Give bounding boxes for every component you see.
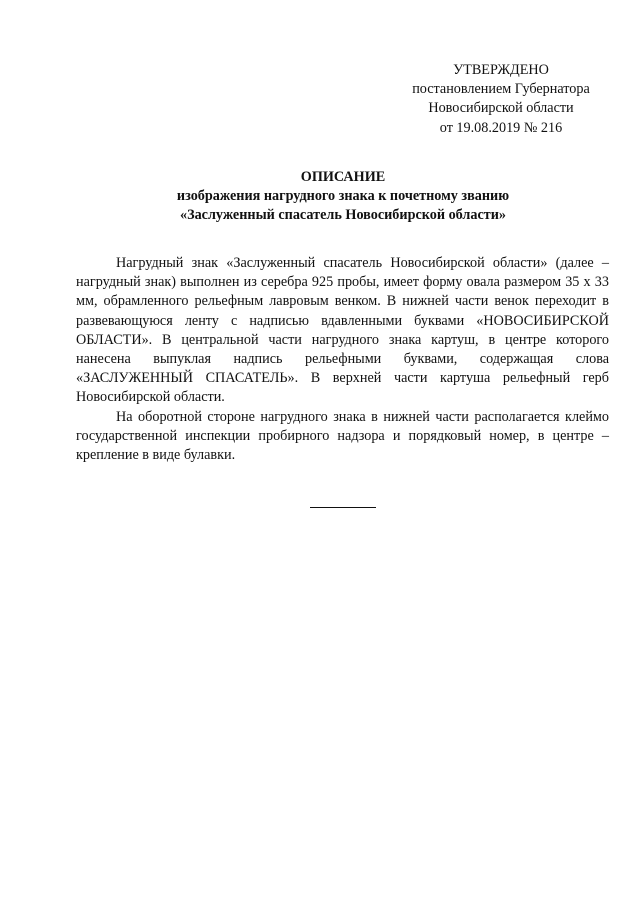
body-paragraph-back: На оборотной стороне нагрудного знака в нижней части располагается клеймо государственной инспекции пробирного надзора и порядковый номер, в центре – крепление в виде булавки.	[76, 408, 609, 464]
document-title	[60, 168, 626, 226]
body-paragraph-front: Нагрудный знак «Заслуженный спасатель Новосибирской области» (далее – нагрудный знак) выполнен из серебра 925 пробы, имеет форму овала размером 35 х 33 мм, обрамленного рельефным лавровым венком. В нижней части венок переходит в развевающуюся ленту с надписью вдавленными буквами «НОВОСИБИРСКОЙ ОБЛАСТИ». В центральной части нагрудного знака картуш, в центре которого нанесена выпуклая надпись рельефными буквами, содержащая слова «ЗАСЛУЖЕННЫЙ СПАСАТЕЛЬ». В верхней части картуша рельефный герб Новосибирской области.	[76, 255, 609, 406]
title-subtitle: изображения нагрудного знака к почетному званию	[176, 188, 510, 205]
approval-authority: постановлением Губернатора	[412, 81, 590, 98]
approval-date-number: от 19.08.2019 № 216	[439, 119, 563, 136]
end-divider	[310, 507, 376, 508]
document-body	[76, 254, 609, 465]
approval-stamp	[396, 61, 606, 138]
title-award-name: «Заслуженный спасатель Новосибирской области»	[179, 207, 506, 224]
title-heading: ОПИСАНИЕ	[300, 169, 386, 185]
approval-region: Новосибирской области	[428, 100, 574, 117]
approval-status: УТВЕРЖДЕНО	[453, 62, 549, 78]
